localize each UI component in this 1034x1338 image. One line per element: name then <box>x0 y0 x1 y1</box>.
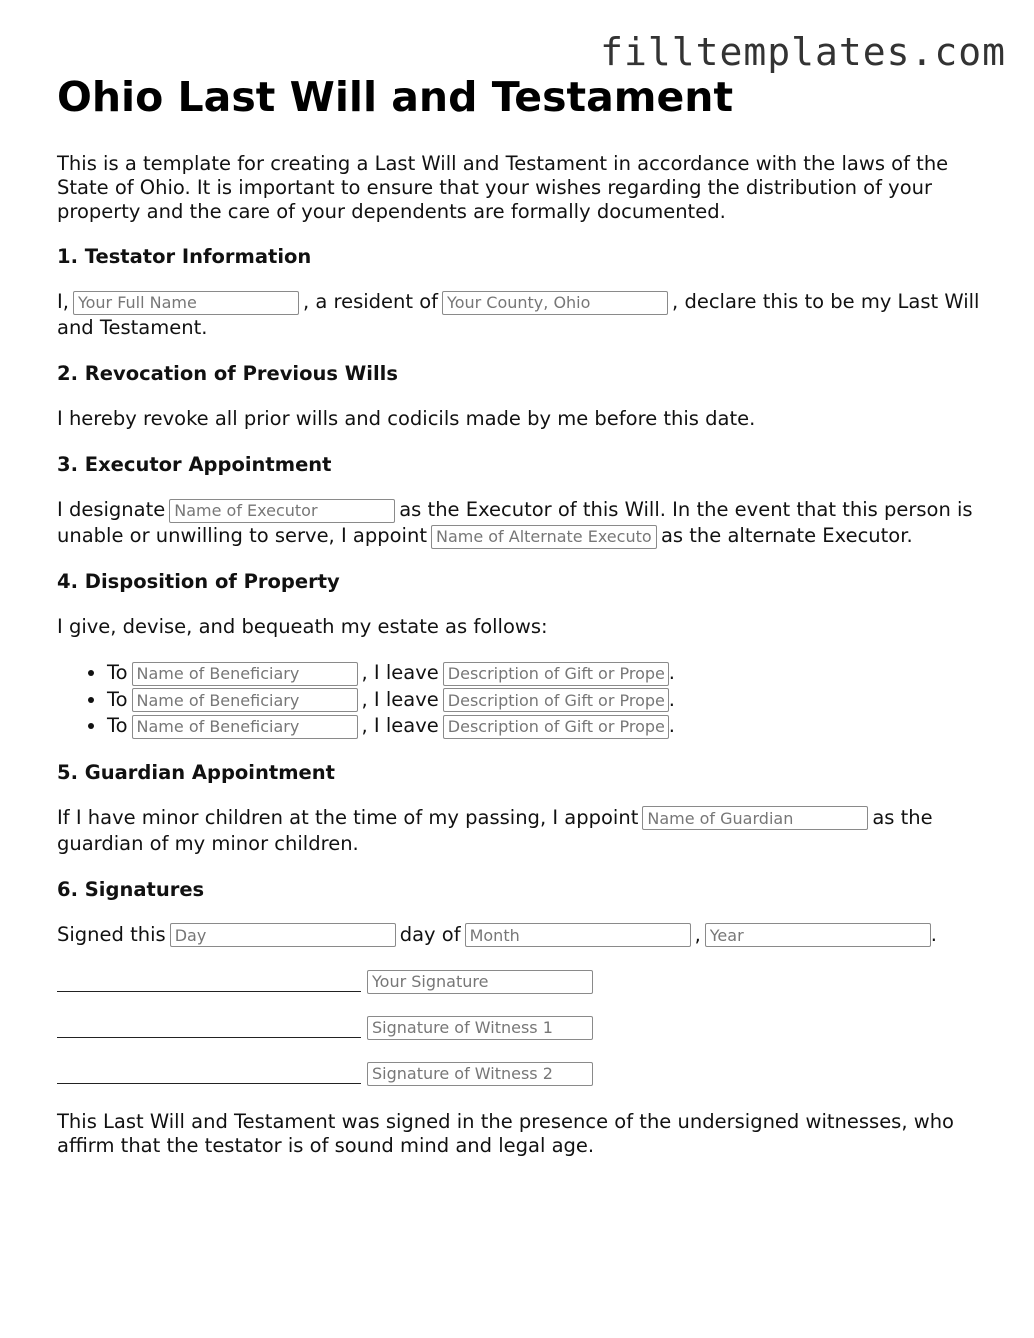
signed-text-4: . <box>930 922 937 946</box>
list-item <box>107 713 987 740</box>
bequest-end: . <box>668 661 675 684</box>
signed-date-line <box>57 922 987 948</box>
signature-line <box>57 1063 361 1084</box>
testator-text-1: I, <box>57 290 69 313</box>
bequest-end: . <box>668 714 675 737</box>
gift-description-field[interactable] <box>443 715 669 739</box>
testator-signature-row <box>57 970 987 994</box>
section-6-heading: 6. Signatures <box>57 877 205 901</box>
testator-signature-field[interactable] <box>367 970 593 994</box>
guardian-paragraph <box>57 805 987 857</box>
testator-text-2: , a resident of <box>302 290 439 313</box>
guardian-text-1: If I have minor children at the time of my passing, I appoint <box>57 805 639 829</box>
section-5-heading: 5. Guardian Appointment <box>57 760 335 784</box>
list-item <box>107 660 987 687</box>
disposition-text: I give, devise, and bequeath my estate as follows: <box>57 615 548 638</box>
beneficiary-name-field[interactable] <box>132 715 358 739</box>
signed-text-1: Signed this <box>57 922 166 946</box>
county-field[interactable] <box>442 291 668 315</box>
testator-text-3: , declare this to be my Last Will and Testament. <box>57 290 980 339</box>
guardian-text-2: as the guardian of my minor children. <box>57 805 933 855</box>
guardian-name-field[interactable] <box>642 806 868 830</box>
executor-paragraph <box>57 497 987 549</box>
executor-text-2: as the Executor of this Will. In the event that this person is unable or unwilling to serve, I appoint <box>57 498 973 547</box>
section-1-heading: 1. Testator Information <box>57 245 312 268</box>
testator-name-field[interactable] <box>73 291 299 315</box>
witness-1-signature-field[interactable] <box>367 1016 593 1040</box>
gift-description-field[interactable] <box>443 662 669 686</box>
signed-text-2: day of <box>399 922 461 946</box>
bequest-to-label: To <box>107 661 128 684</box>
alternate-executor-field[interactable] <box>431 525 657 549</box>
bequest-to-label: To <box>107 714 128 737</box>
signed-text-3: , <box>694 922 701 946</box>
page-title: Ohio Last Will and Testament <box>57 73 734 121</box>
beneficiary-name-field[interactable] <box>132 688 358 712</box>
list-item <box>107 687 987 714</box>
bequest-leave-label: , I leave <box>361 714 439 737</box>
watermark: filltemplates.com <box>600 30 1006 74</box>
executor-name-field[interactable] <box>169 499 395 523</box>
bequest-leave-label: , I leave <box>361 687 439 711</box>
will-document <box>57 70 987 1158</box>
signature-line <box>57 1017 361 1038</box>
testator-paragraph <box>57 289 987 341</box>
witness-2-signature-field[interactable] <box>367 1062 593 1086</box>
month-field[interactable] <box>465 923 691 947</box>
witness-2-signature-row <box>57 1062 987 1086</box>
bequest-end: . <box>668 687 675 711</box>
executor-text-3: as the alternate Executor. <box>660 524 913 547</box>
year-field[interactable] <box>705 923 931 947</box>
bequest-to-label: To <box>107 687 128 711</box>
closing-statement: This Last Will and Testament was signed in the presence of the undersigned witnesses, who affirm that the testator is of sound mind and legal age. <box>57 1109 954 1157</box>
section-4-heading: 4. Disposition of Property <box>57 570 340 593</box>
witness-1-signature-row <box>57 1016 987 1040</box>
bequest-list <box>57 660 987 740</box>
section-2-heading: 2. Revocation of Previous Wills <box>57 362 398 385</box>
intro-paragraph: This is a template for creating a Last Will and Testament in accordance with the laws of the State of Ohio. It is important to ensure that your wishes regarding the distribution of your property and the care of your dependents are formally documented. <box>57 152 949 223</box>
day-field[interactable] <box>170 923 396 947</box>
signature-line <box>57 971 361 992</box>
section-3-heading: 3. Executor Appointment <box>57 453 332 476</box>
bequest-leave-label: , I leave <box>361 661 439 684</box>
revocation-text: I hereby revoke all prior wills and codicils made by me before this date. <box>57 407 756 430</box>
executor-text-1: I designate <box>57 498 166 521</box>
beneficiary-name-field[interactable] <box>132 662 358 686</box>
gift-description-field[interactable] <box>443 688 669 712</box>
